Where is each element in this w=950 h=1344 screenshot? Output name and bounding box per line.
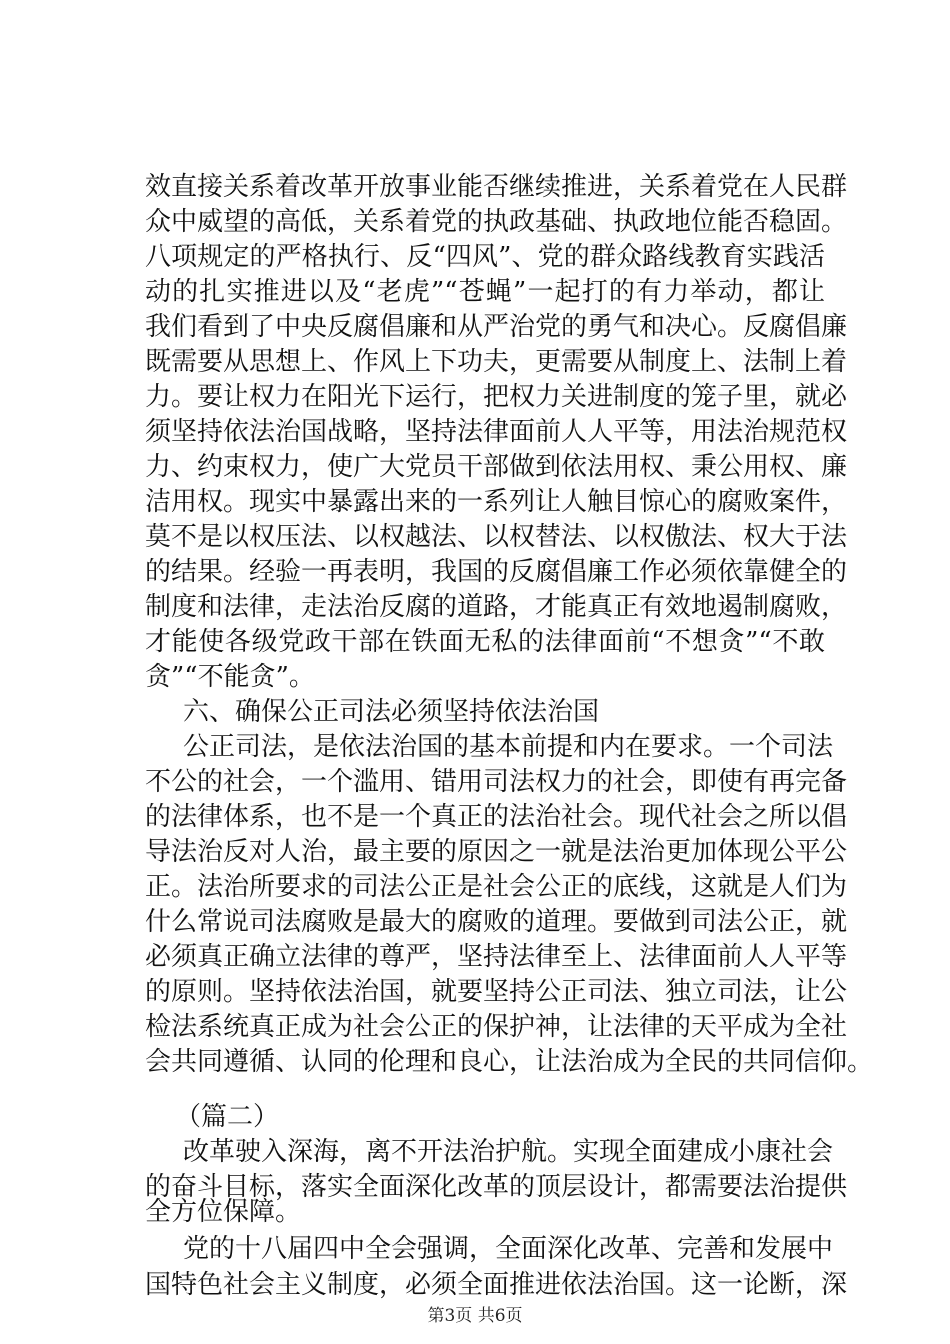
text-line: 才能使各级党政干部在铁面无私的法律面前“不想贪”“不敢 — [145, 627, 825, 657]
text-line: 国特色社会主义制度，必须全面推进依法治国。这一论断，深 — [145, 1270, 848, 1300]
text-line: 全方位保障。 — [145, 1197, 302, 1227]
page-number: 第3页 共6页 — [427, 1306, 523, 1326]
text-line: 力、约束权力，使广大党员干部做到依法用权、秉公用权、廉 — [145, 452, 848, 482]
text-line: 贪”“不能贪”。 — [145, 662, 315, 692]
text-line: 必须真正确立法律的尊严，坚持法律至上、法律面前人人平等 — [145, 942, 848, 972]
text-line: 众中威望的高低，关系着党的执政基础、执政地位能否稳固。 — [145, 207, 848, 237]
text-line: 不公的社会，一个滥用、错用司法权力的社会，即使有再完备 — [145, 767, 848, 797]
text-line: 的奋斗目标，落实全面深化改革的顶层设计，都需要法治提供 — [145, 1172, 848, 1202]
text-line: 导法治反对人治，最主要的原因之一就是法治更加体现公平公 — [145, 837, 848, 867]
text-line: 会共同遵循、认同的伦理和良心，让法治成为全民的共同信仰。 — [145, 1047, 874, 1077]
text-line: 改革驶入深海，离不开法治护航。实现全面建成小康社会 — [183, 1137, 834, 1167]
text-line: 正。法治所要求的司法公正是社会公正的底线，这就是人们为 — [145, 872, 848, 902]
section-heading: 六、确保公正司法必须坚持依法治国 — [183, 697, 600, 727]
part-heading: （篇二） — [175, 1102, 280, 1132]
text-line: 党的十八届四中全会强调，全面深化改革、完善和发展中 — [183, 1234, 834, 1264]
text-line: 洁用权。现实中暴露出来的一系列让人触目惊心的腐败案件， — [145, 487, 848, 517]
text-line: 的结果。经验一再表明，我国的反腐倡廉工作必须依靠健全的 — [145, 557, 848, 587]
text-line: 公正司法，是依法治国的基本前提和内在要求。一个司法 — [183, 732, 834, 762]
text-line: 动的扎实推进以及“老虎”“苍蝇”一起打的有力举动，都让 — [145, 277, 825, 307]
text-line: 制度和法律，走法治反腐的道路，才能真正有效地遏制腐败， — [145, 592, 848, 622]
text-line: 的原则。坚持依法治国，就要坚持公正司法、独立司法，让公 — [145, 977, 848, 1007]
text-line: 我们看到了中央反腐倡廉和从严治党的勇气和决心。反腐倡廉 — [145, 312, 848, 342]
text-line: 的法律体系，也不是一个真正的法治社会。现代社会之所以倡 — [145, 802, 848, 832]
text-line: 力。要让权力在阳光下运行，把权力关进制度的笼子里，就必 — [145, 382, 848, 412]
text-line: 须坚持依法治国战略，坚持法律面前人人平等，用法治规范权 — [145, 417, 848, 447]
text-line: 莫不是以权压法、以权越法、以权替法、以权傲法、权大于法 — [145, 522, 848, 552]
text-line: 八项规定的严格执行、反“四风”、党的群众路线教育实践活 — [145, 242, 825, 272]
text-line: 既需要从思想上、作风上下功夫，更需要从制度上、法制上着 — [145, 347, 848, 377]
text-line: 检法系统真正成为社会公正的保护神，让法律的天平成为全社 — [145, 1012, 848, 1042]
text-line: 什么常说司法腐败是最大的腐败的道理。要做到司法公正，就 — [145, 907, 848, 937]
text-line: 效直接关系着改革开放事业能否继续推进，关系着党在人民群 — [145, 172, 848, 202]
